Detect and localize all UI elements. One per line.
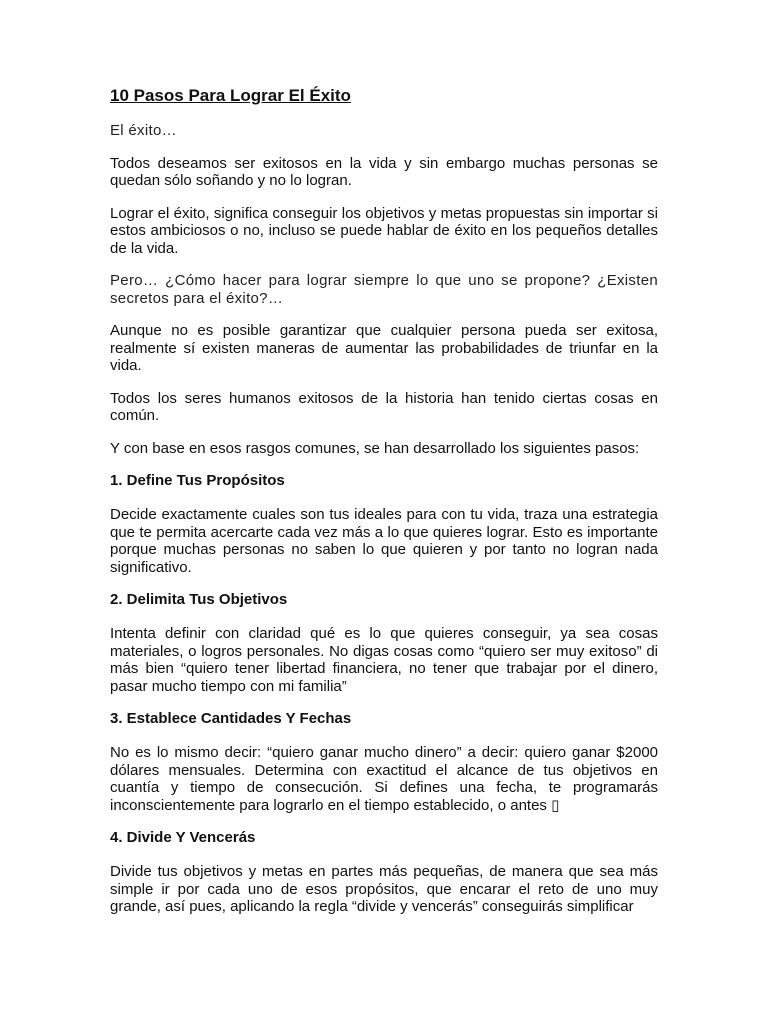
section-heading-4: 4. Divide Y Vencerás xyxy=(110,829,256,846)
paragraph-6: Y con base en esos rasgos comunes, se han desarrollado los siguientes pasos: xyxy=(110,439,640,457)
section-text-4: Divide tus objetivos y metas en partes más pequeñas, de manera que sea más simple ir por cada uno de esos propósitos, que encarar el reto de uno muy grande, así pues, aplicando la regla “divide y vencerás” conseguirás simplificar xyxy=(110,863,658,915)
section-text-1: Decide exactamente cuales son tus ideales para con tu vida, traza una estrategia que te permita acercarte cada vez más a lo que quieres lograr. Esto es importante porque muchas personas no saben lo que quieren y por tanto no logran nada significativo. xyxy=(110,506,658,576)
section-heading-3: 3. Establece Cantidades Y Fechas xyxy=(110,710,352,727)
intro-paragraph: El éxito… xyxy=(110,122,177,139)
document-title: 10 Pasos Para Lograr El Éxito xyxy=(110,86,351,105)
paragraph-3: Pero… ¿Cómo hacer para lograr siempre lo que uno se propone? ¿Existen secretos para el éxito?… xyxy=(110,272,658,307)
paragraph-2: Lograr el éxito, significa conseguir los objetivos y metas propuestas sin importar si estos ambiciosos o no, incluso se puede hablar de éxito en los pequeños detalles de la vida. xyxy=(110,204,658,257)
paragraph-5: Todos los seres humanos exitosos de la historia han tenido ciertas cosas en común. xyxy=(110,389,658,424)
document-body xyxy=(110,86,658,931)
paragraph-1: Todos deseamos ser exitosos en la vida y sin embargo muchas personas se quedan sólo soñando y no lo logran. xyxy=(110,154,658,189)
section-text-3: No es lo mismo decir: “quiero ganar mucho dinero” a decir: quiero ganar $2000 dólares mensuales. Determina con exactitud el alcance de tus objetivos en cuantía y tiempo de consecución. Si defines una fecha, te programarás inconscientemente para lograrlo en el tiempo establecido, o antes ▯ xyxy=(110,744,658,814)
section-heading-2: 2. Delimita Tus Objetivos xyxy=(110,591,288,608)
section-heading-1: 1. Define Tus Propósitos xyxy=(110,472,285,489)
section-text-2: Intenta definir con claridad qué es lo que quieres conseguir, ya sea cosas materiales, o logros personales. No digas cosas como “quiero ser muy exitoso” di más bien “quiero tener libertad financiera, no tener que trabajar por el dinero, pasar mucho tiempo con mi familia” xyxy=(110,625,658,695)
paragraph-4: Aunque no es posible garantizar que cualquier persona pueda ser exitosa, realmente sí existen maneras de aumentar las probabilidades de triunfar en la vida. xyxy=(110,322,658,374)
